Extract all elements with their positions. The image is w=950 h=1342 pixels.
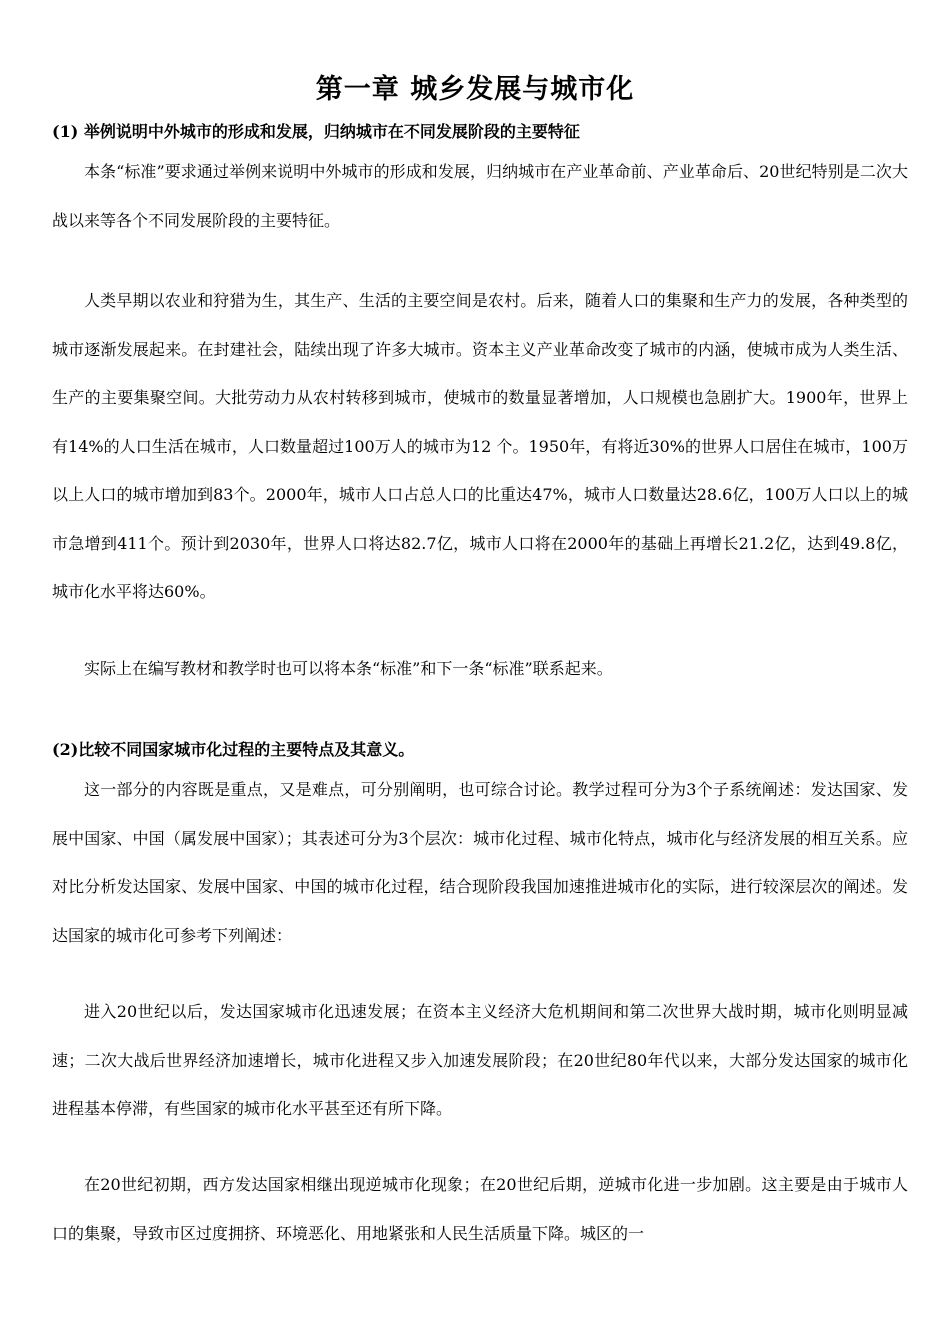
section-heading-2: (2)比较不同国家城市化过程的主要特点及其意义。 (52, 740, 415, 759)
paragraph-6: 在20世纪初期，西方发达国家相继出现逆城市化现象；在20世纪后期，逆城市化进一步加剧。这主要是由于城市人口的集聚，导致市区过度拥挤、环境恶化、用地紧张和人民生活质量下降。城区的一 (52, 1175, 908, 1243)
paragraph-3: 实际上在编写教材和教学时也可以将本条“标准”和下一条“标准”联系起来。 (84, 659, 613, 678)
paragraph-5: 进入20世纪以后，发达国家城市化迅速发展；在资本主义经济大危机期间和第二次世界大战时期，城市化则明显减速；二次大战后世界经济加速增长，城市化进程又步入加速发展阶段；在20世纪80年代以来，大部分发达国家的城市化进程基本停滞，有些国家的城市化水平甚至还有所下降。 (52, 1002, 908, 1118)
section-heading-1: (1) 举例说明中外城市的形成和发展，归纳城市在不同发展阶段的主要特征 (52, 122, 580, 141)
paragraph-1: 本条“标准”要求通过举例来说明中外城市的形成和发展，归纳城市在产业革命前、产业革命后、20世纪特别是二次大战以来等各个不同发展阶段的主要特征。 (52, 162, 908, 230)
paragraph-4: 这一部分的内容既是重点，又是难点，可分别阐明，也可综合讨论。教学过程可分为3个子系统阐述：发达国家、发展中国家、中国（属发展中国家）；其表述可分为3个层次：城市化过程、城市化特点，城市化与经济发展的相互关系。应对比分析发达国家、发展中国家、中国的城市化过程，结合现阶段我国加速推进城市化的实际，进行较深层次的阐述。发达国家的城市化可参考下列阐述： (52, 780, 908, 945)
paragraph-2: 人类早期以农业和狩猎为生，其生产、生活的主要空间是农村。后来，随着人口的集聚和生产力的发展，各种类型的城市逐渐发展起来。在封建社会，陆续出现了许多大城市。资本主义产业革命改变了城市的内涵，使城市成为人类生活、生产的主要集聚空间。大批劳动力从农村转移到城市，使城市的数量显著增加，人口规模也急剧扩大。1900年，世界上有14%的人口生活在城市，人口数量超过100万人的城市为12 个。1950年，有将近30%的世界人口居住在城市，100万以上人口的城市增加到83个。2000年，城市人口占总人口的比重达47%，城市人口数量达28.6亿，100万人口以上的城市急增到411个。预计到2030年，世界人口将达82.7亿，城市人口将在2000年的基础上再增长21.2亿，达到49.8亿，城市化水平将达60%。 (52, 291, 908, 601)
chapter-title: 第一章 城乡发展与城市化 (315, 74, 635, 105)
